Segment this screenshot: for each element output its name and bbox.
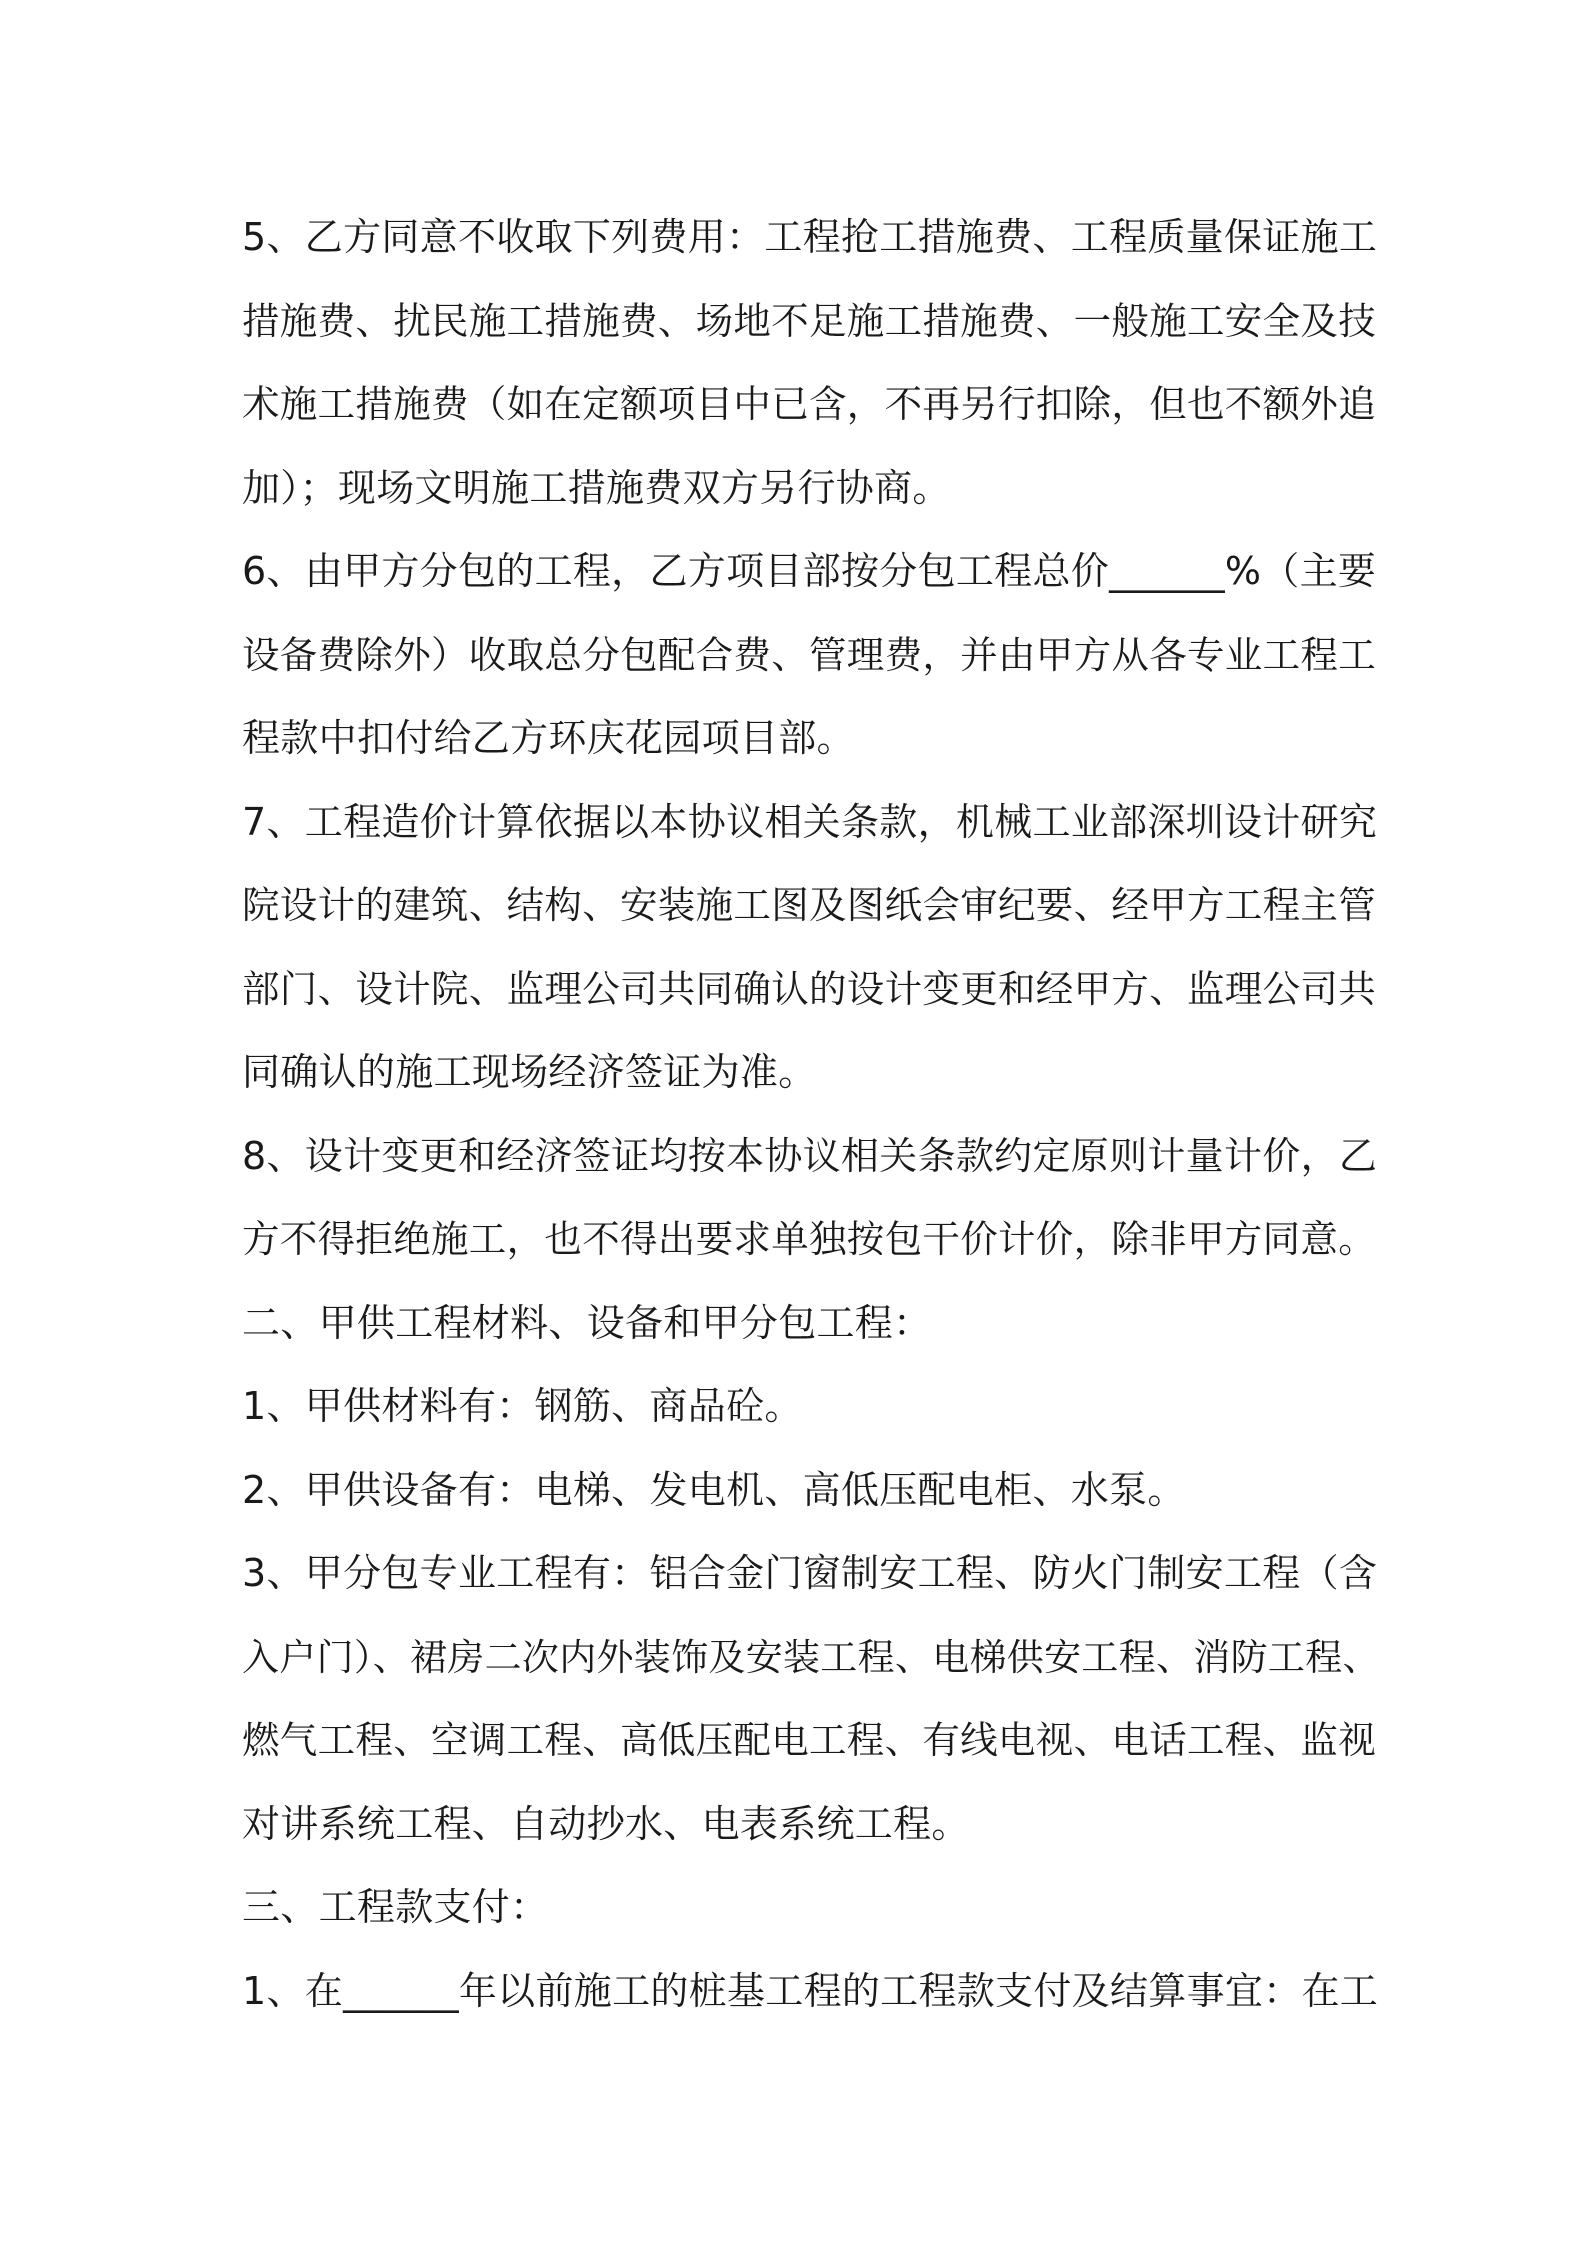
text-line: 加）；现场文明施工措施费双方另行协商。 <box>242 465 951 510</box>
text-line: 2、甲供设备有：电梯、发电机、高低压配电柜、水泵。 <box>242 1467 1186 1512</box>
text-line: 5、乙方同意不收取下列费用：工程抢工措施费、工程质量保证施工 <box>242 215 1378 259</box>
text-line: 7、工程造价计算依据以本协议相关条款，机械工业部深圳设计研究 <box>242 799 1378 844</box>
text-line: 设备费除外）收取总分包配合费、管理费，并由甲方从各专业工程工 <box>242 632 1376 677</box>
text-line: 入户门）、裙房二次内外装饰及安装工程、电梯供安工程、消防工程、 <box>242 1635 1380 1679</box>
section-heading: 三、工程款支付： <box>242 1885 549 1929</box>
text-line: 8、设计变更和经济签证均按本协议相关条款约定原则计量计价，乙 <box>242 1133 1378 1178</box>
text-line: 术施工措施费（如在定额项目中已含，不再另行扣除，但也不额外追 <box>242 382 1376 426</box>
text-line: 3、甲分包专业工程有：铝合金门窗制安工程、防火门制安工程（含 <box>242 1551 1378 1595</box>
text-line: 对讲系统工程、自动抄水、电表系统工程。 <box>242 1801 970 1846</box>
text-line: 6、由甲方分包的工程，乙方项目部按分包工程总价______%（主要 <box>242 549 1377 593</box>
text-line: 措施费、扰民施工措施费、场地不足施工措施费、一般施工安全及技 <box>242 298 1376 343</box>
text-line: 方不得拒绝施工，也不得出要求单独按包干价计价，除非甲方同意。 <box>242 1217 1376 1261</box>
text-line: 程款中扣付给乙方环庆花园项目部。 <box>242 716 855 760</box>
document-body <box>242 196 1380 2033</box>
text-line: 1、在______年以前施工的桩基工程的工程款支付及结算事宜：在工 <box>242 1968 1379 2013</box>
text-line: 燃气工程、空调工程、高低压配电工程、有线电视、电话工程、监视 <box>242 1718 1376 1762</box>
section-heading: 二、甲供工程材料、设备和甲分包工程： <box>242 1300 932 1345</box>
text-line: 1、甲供材料有：钢筋、商品砼。 <box>242 1384 803 1428</box>
text-line: 部门、设计院、监理公司共同确认的设计变更和经甲方、监理公司共 <box>242 966 1376 1011</box>
text-line: 院设计的建筑、结构、安装施工图及图纸会审纪要、经甲方工程主管 <box>242 883 1376 927</box>
text-line: 同确认的施工现场经济签证为准。 <box>242 1050 817 1094</box>
